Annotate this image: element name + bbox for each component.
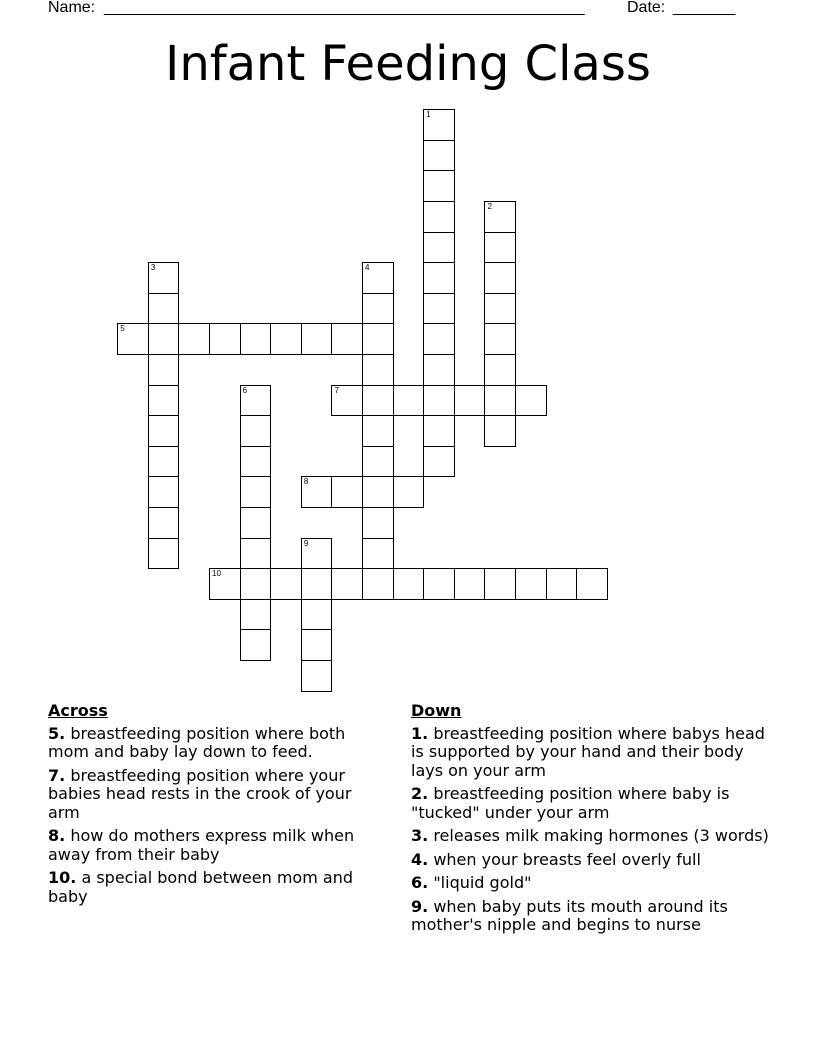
clue-number-label: 4 (365, 263, 370, 273)
clue-number-label: 8 (303, 477, 309, 487)
grid-cell[interactable] (484, 262, 516, 294)
grid-cell[interactable] (301, 323, 333, 355)
clue-text: releases milk making hormones (3 words) (433, 826, 769, 845)
grid-cell[interactable] (362, 293, 394, 325)
grid-cell[interactable] (454, 385, 486, 417)
grid-cell[interactable] (393, 476, 425, 508)
grid-cell[interactable] (484, 415, 516, 447)
grid-cell[interactable] (576, 568, 608, 600)
grid-cell[interactable] (362, 385, 394, 417)
grid-cell[interactable] (301, 629, 333, 661)
grid-cell[interactable] (484, 293, 516, 325)
grid-cell[interactable] (148, 385, 180, 417)
grid-cell[interactable] (148, 262, 180, 294)
clue-down (411, 898, 771, 935)
clue-across (48, 725, 388, 762)
date-label: Date: (627, 0, 666, 16)
across-clues (48, 702, 388, 911)
grid-cell[interactable] (362, 476, 394, 508)
clue-text: breastfeeding position where babys head is supported by your hand and their body lays on your arm (411, 723, 765, 780)
date-field[interactable]: _______ (673, 0, 736, 16)
grid-cell[interactable] (148, 446, 180, 478)
grid-cell[interactable] (240, 415, 272, 447)
grid-cell[interactable] (331, 323, 363, 355)
grid-cell[interactable] (362, 323, 394, 355)
grid-cell[interactable] (240, 538, 272, 570)
grid-cell[interactable] (331, 385, 363, 417)
grid-cell[interactable] (393, 568, 425, 600)
grid-cell[interactable] (178, 323, 210, 355)
grid-cell[interactable] (423, 262, 455, 294)
grid-cell[interactable] (362, 507, 394, 539)
page-title: Infant Feeding Class (165, 36, 651, 92)
grid-cell[interactable] (423, 385, 455, 417)
grid-cell[interactable] (423, 568, 455, 600)
grid-cell[interactable] (148, 354, 180, 386)
grid-cell[interactable] (484, 232, 516, 264)
clue-text: when baby puts its mouth around its mother's nipple and begins to nurse (411, 896, 728, 934)
clue-number: 9. (411, 896, 429, 916)
grid-cell[interactable] (362, 262, 394, 294)
grid-cell[interactable] (423, 140, 455, 172)
grid-cell[interactable] (484, 354, 516, 386)
clue-number: 5. (48, 723, 66, 743)
grid-cell[interactable] (454, 568, 486, 600)
grid-cell[interactable] (484, 385, 516, 417)
clue-text: breastfeeding position where your babies head rests in the crook of your arm (48, 765, 352, 822)
clue-text: breastfeeding position where baby is "tucked" under your arm (411, 784, 730, 822)
grid-cell[interactable] (331, 568, 363, 600)
grid-cell[interactable] (270, 568, 302, 600)
grid-cell[interactable] (423, 323, 455, 355)
grid-cell[interactable] (240, 629, 272, 661)
grid-cell[interactable] (331, 476, 363, 508)
clue-number-label: 1 (426, 110, 431, 120)
grid-cell[interactable] (301, 599, 333, 631)
grid-cell[interactable] (240, 446, 272, 478)
grid-cell[interactable] (484, 568, 516, 600)
grid-cell[interactable] (423, 232, 455, 264)
clue-down (411, 874, 771, 893)
grid-cell[interactable] (423, 109, 455, 141)
grid-cell[interactable] (240, 568, 272, 600)
grid-cell[interactable] (240, 385, 272, 417)
grid-cell[interactable] (148, 415, 180, 447)
down-clues (411, 702, 771, 940)
clue-number: 4. (411, 849, 429, 869)
grid-cell[interactable] (484, 323, 516, 355)
clue-down (411, 851, 771, 870)
clue-number: 7. (48, 765, 66, 785)
clue-number-label: 5 (120, 324, 125, 334)
clue-number-label: 6 (242, 385, 248, 395)
across-heading: Across (48, 701, 108, 720)
grid-cell[interactable] (148, 476, 180, 508)
clue-down (411, 725, 771, 781)
clue-number: 10. (48, 868, 77, 887)
grid-cell[interactable] (393, 385, 425, 417)
grid-cell[interactable] (209, 323, 241, 355)
clue-number: 6. (411, 873, 429, 892)
clue-text: how do mothers express milk when away from their baby (48, 826, 355, 864)
grid-cell[interactable] (148, 323, 180, 355)
clue-text: "liquid gold" (433, 873, 532, 892)
grid-cell[interactable] (301, 660, 333, 692)
grid-cell[interactable] (423, 446, 455, 478)
grid-cell[interactable] (423, 415, 455, 447)
clue-number-label: 7 (334, 385, 339, 395)
grid-cell[interactable] (423, 201, 455, 233)
down-heading: Down (411, 701, 462, 720)
grid-cell[interactable] (301, 476, 333, 508)
clue-across (48, 827, 388, 864)
grid-cell[interactable] (148, 538, 180, 570)
clue-across (48, 869, 388, 906)
grid-cell[interactable] (362, 354, 394, 386)
clue-number: 1. (411, 723, 429, 743)
grid-cell[interactable] (148, 293, 180, 325)
clue-number: 3. (411, 826, 429, 845)
grid-cell[interactable] (270, 323, 302, 355)
grid-cell[interactable] (515, 385, 547, 417)
grid-cell[interactable] (240, 476, 272, 508)
grid-cell[interactable] (362, 538, 394, 570)
clue-number-label: 10 (212, 569, 221, 579)
clue-number-label: 9 (303, 538, 309, 548)
grid-cell[interactable] (148, 507, 180, 539)
name-field[interactable]: ______________________________________________________ (104, 0, 585, 16)
grid-cell[interactable] (117, 323, 149, 355)
grid-cell[interactable] (301, 538, 333, 570)
clue-number: 8. (48, 826, 66, 845)
grid-cell[interactable] (362, 415, 394, 447)
clue-text: a special bond between mom and baby (48, 868, 353, 906)
grid-cell[interactable] (362, 568, 394, 600)
clue-across (48, 767, 388, 823)
clue-number-label: 3 (150, 263, 156, 273)
grid-cell[interactable] (423, 293, 455, 325)
grid-cell[interactable] (423, 354, 455, 386)
clue-text: breastfeeding position where both mom and baby lay down to feed. (48, 723, 346, 761)
grid-cell[interactable] (240, 323, 272, 355)
grid-cell[interactable] (423, 170, 455, 202)
grid-cell[interactable] (209, 568, 241, 600)
clue-down (411, 827, 771, 846)
grid-cell[interactable] (240, 599, 272, 631)
grid-cell[interactable] (546, 568, 578, 600)
grid-cell[interactable] (240, 507, 272, 539)
clue-text: when your breasts feel overly full (433, 849, 701, 869)
clue-number: 2. (411, 784, 429, 803)
clue-number-label: 2 (487, 202, 492, 212)
name-label: Name: (48, 0, 96, 16)
clue-down (411, 785, 771, 822)
grid-cell[interactable] (515, 568, 547, 600)
grid-cell[interactable] (362, 446, 394, 478)
grid-cell[interactable] (484, 201, 516, 233)
grid-cell[interactable] (301, 568, 333, 600)
